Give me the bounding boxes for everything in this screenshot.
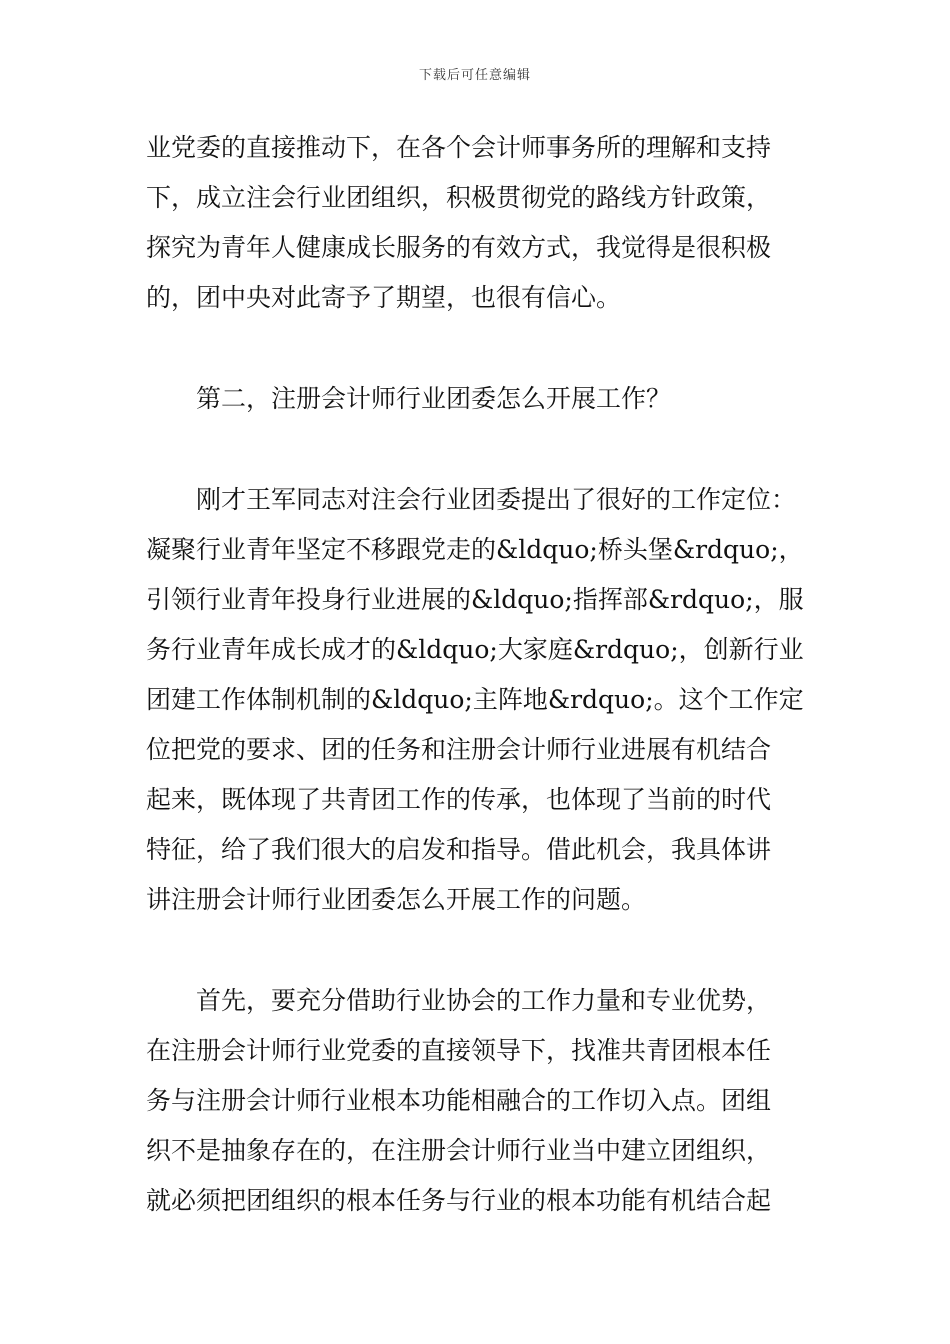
paragraph-3 bbox=[146, 475, 814, 925]
text-line: 首先，要充分借助行业协会的工作力量和专业优势， bbox=[146, 986, 772, 1015]
text-line: 织不是抽象存在的，在注册会计师行业当中建立团组织， bbox=[146, 1136, 772, 1165]
text-line: 的，团中央对此寄予了期望，也很有信心。 bbox=[146, 283, 622, 312]
text-line: 第二，注册会计师行业团委怎么开展工作？ bbox=[146, 384, 672, 413]
text-line: 起来，既体现了共青团工作的传承，也体现了当前的时代 bbox=[146, 785, 772, 814]
text-line: 刚才王军同志对注会行业团委提出了很好的工作定位： bbox=[146, 485, 797, 514]
text-line: 位把党的要求、团的任务和注册会计师行业进展有机结合 bbox=[146, 735, 772, 764]
paragraph-2-heading bbox=[146, 374, 814, 424]
text-line: 业党委的直接推动下，在各个会计师事务所的理解和支持 bbox=[146, 133, 772, 162]
text-line: 特征，给了我们很大的启发和指导。借此机会，我具体讲 bbox=[146, 835, 772, 864]
text-line: 引领行业青年投身行业进展的&ldquo;指挥部&rdquo;，服 bbox=[146, 585, 804, 614]
paragraph-4 bbox=[146, 976, 814, 1226]
document-body bbox=[146, 123, 814, 1277]
text-line: 务行业青年成长成才的&ldquo;大家庭&rdquo;，创新行业 bbox=[146, 635, 804, 664]
text-line: 务与注册会计师行业根本功能相融合的工作切入点。团组 bbox=[146, 1086, 772, 1115]
text-line: 团建工作体制机制的&ldquo;主阵地&rdquo;。这个工作定 bbox=[146, 685, 804, 714]
page-header: 下载后可任意编辑 bbox=[418, 68, 531, 83]
text-line: 凝聚行业青年坚定不移跟党走的&ldquo;桥头堡&rdquo;， bbox=[146, 535, 804, 564]
text-line: 讲注册会计师行业团委怎么开展工作的问题。 bbox=[146, 885, 647, 914]
text-line: 就必须把团组织的根本任务与行业的根本功能有机结合起 bbox=[146, 1186, 772, 1215]
paragraph-1 bbox=[146, 123, 814, 323]
text-line: 下，成立注会行业团组织，积极贯彻党的路线方针政策， bbox=[146, 183, 772, 212]
text-line: 在注册会计师行业党委的直接领导下，找准共青团根本任 bbox=[146, 1036, 772, 1065]
text-line: 探究为青年人健康成长服务的有效方式，我觉得是很积极 bbox=[146, 233, 772, 262]
